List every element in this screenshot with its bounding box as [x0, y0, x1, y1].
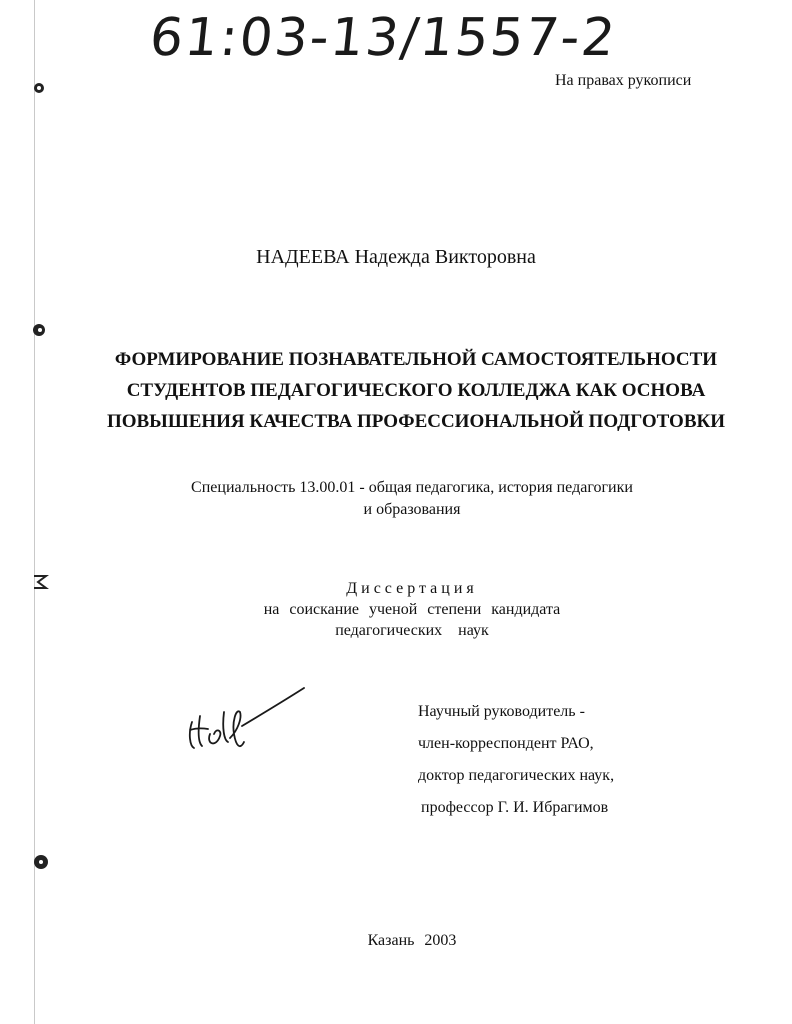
binding-hole-mark-icon — [30, 850, 52, 874]
handwritten-signature — [182, 682, 310, 758]
binding-hole-mark-icon — [30, 320, 50, 340]
supervisor-line: член-корреспондент РАО, — [418, 735, 594, 752]
rights-note: На правах рукописи — [555, 72, 692, 89]
scientific-supervisor — [418, 696, 614, 824]
author-name: НАДЕЕВА Надежда Викторовна — [256, 246, 536, 268]
title-line: ПОВЫШЕНИЯ КАЧЕСТВА ПРОФЕССИОНАЛЬНОЙ ПОДГОТОВКИ — [106, 411, 726, 432]
degree-line: педагогических наук — [335, 622, 489, 639]
binding-hole-mark-icon — [30, 78, 50, 98]
city-and-year: Казань 2003 — [367, 932, 457, 949]
degree-line: Диссертация — [346, 580, 478, 597]
specialty-line: и образования — [363, 501, 461, 518]
degree-statement — [0, 578, 792, 641]
supervisor-line: Научный руководитель - — [418, 703, 585, 720]
degree-line: на соискание ученой степени кандидата — [263, 601, 561, 618]
supervisor-line: доктор педагогических наук, — [418, 767, 615, 784]
supervisor-line: профессор Г. И. Ибрагимов — [421, 799, 609, 816]
title-line: ФОРМИРОВАНИЕ ПОЗНАВАТЕЛЬНОЙ САМОСТОЯТЕЛЬНОСТИ — [114, 349, 718, 370]
title-line: СТУДЕНТОВ ПЕДАГОГИЧЕСКОГО КОЛЛЕДЖА КАК ОСНОВА — [126, 380, 706, 401]
dissertation-title — [100, 344, 732, 437]
specialty-line: Специальность 13.00.01 - общая педагогика, история педагогики — [191, 479, 633, 496]
handwritten-archive-code: 61:03-13/1557-2 — [146, 8, 620, 68]
specialty — [0, 477, 792, 521]
